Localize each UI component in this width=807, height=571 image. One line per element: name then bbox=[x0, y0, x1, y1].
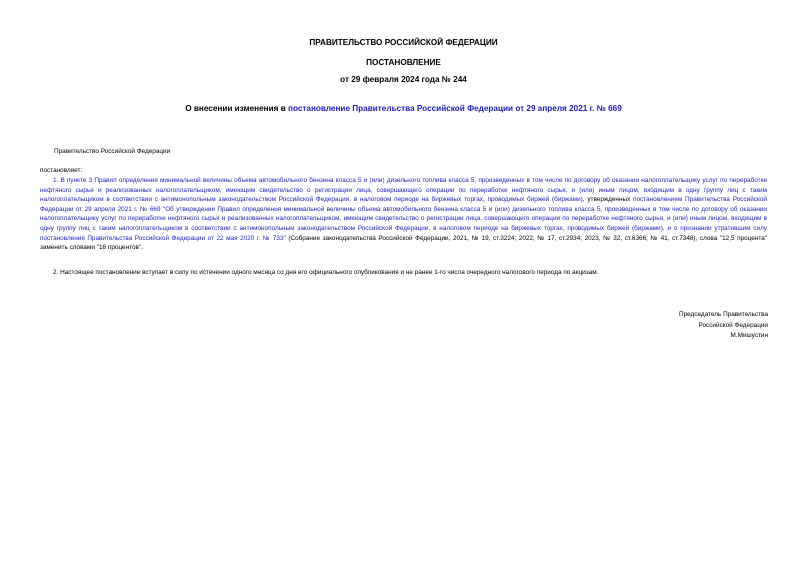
signature-position: Председатель Правительства bbox=[679, 311, 768, 318]
decrees-word: постановляет: bbox=[40, 167, 83, 174]
subject-prefix: О внесении изменения в bbox=[185, 104, 289, 113]
signature-organization: Российской Федерации bbox=[698, 321, 768, 329]
resolution-669-link[interactable]: постановлением Правительства Российской Федерации от 29 апреля 2021 г. № 669 "Об утверждении Правил определения минимальной величины объема автомобильного бензина класса 5 и (или) дизельного топлива класса 5, произведенных в том числе по договору об оказании налогоплательщику услуг по переработке нефтяного сырья и реализованных налогоплательщиком, имеющим свидетельство о регистрации лица, совершающего операции по переработке нефтяного сырья, и (или) иным лицом, входящим в одну группу лиц с таким налогоплательщиком в соответствии с антимонопольным законодательством Российской Федерации, в налоговом периоде на биржевых торгах, проводимых биржей (биржами), и о признании утратившим силу постановления Правительства Российской Федерации от 22 мая 2020 г. № 733" bbox=[40, 196, 767, 242]
subject-link[interactable]: постановление Правительства Российской Федерации от 29 апреля 2021 г. № 669 bbox=[288, 104, 622, 113]
issuing-authority: Правительство Российской Федерации bbox=[54, 148, 171, 155]
document-type-heading: ПОСТАНОВЛЕНИЕ bbox=[366, 58, 441, 67]
document-subject bbox=[0, 104, 807, 114]
item-2-paragraph: 2. Настоящее постановление вступает в силу по истечении одного месяца со дня его официального опубликования и не ранее 1-го числа очередного налогового периода по акцизам. bbox=[53, 269, 599, 276]
item-1-paragraph bbox=[40, 176, 767, 253]
signature-name: М.Мишустин bbox=[730, 332, 768, 339]
document-date-number: от 29 февраля 2024 года № 244 bbox=[340, 75, 467, 84]
item-1-source-text: (Собрание законодательства Российской Федерации, 2021, № 19, ст.3224; 2022, № 17, ст.2934; 2023, № 32, ст.6366; № 41, ст.7348), слова "12,5 процента" заменить словами "16 процентов". bbox=[40, 234, 767, 252]
government-heading: ПРАВИТЕЛЬСТВО РОССИЙСКОЙ ФЕДЕРАЦИИ bbox=[309, 38, 498, 47]
rules-link[interactable]: 1. В пункте 3 Правил определения минимальной величины объема автомобильного бензина класса 5 и (или) дизельного топлива класса 5, произведенных в том числе по договору об оказании налогоплательщику услуг по переработке нефтяного сырья и реализованных налогоплательщиком, имеющим свидетельство о регистрации лица, совершающего операции по переработке нефтяного сырья, и (или) иным лицом, входящим в одну группу лиц с таким налогоплательщиком в соответствии с антимонопольным законодательством Российской Федерации, в налоговом периоде на биржевых торгах, проводимых биржей (биржами) bbox=[40, 177, 767, 204]
item-1-text: , утвержденных bbox=[582, 196, 634, 204]
signature-block bbox=[679, 310, 768, 342]
